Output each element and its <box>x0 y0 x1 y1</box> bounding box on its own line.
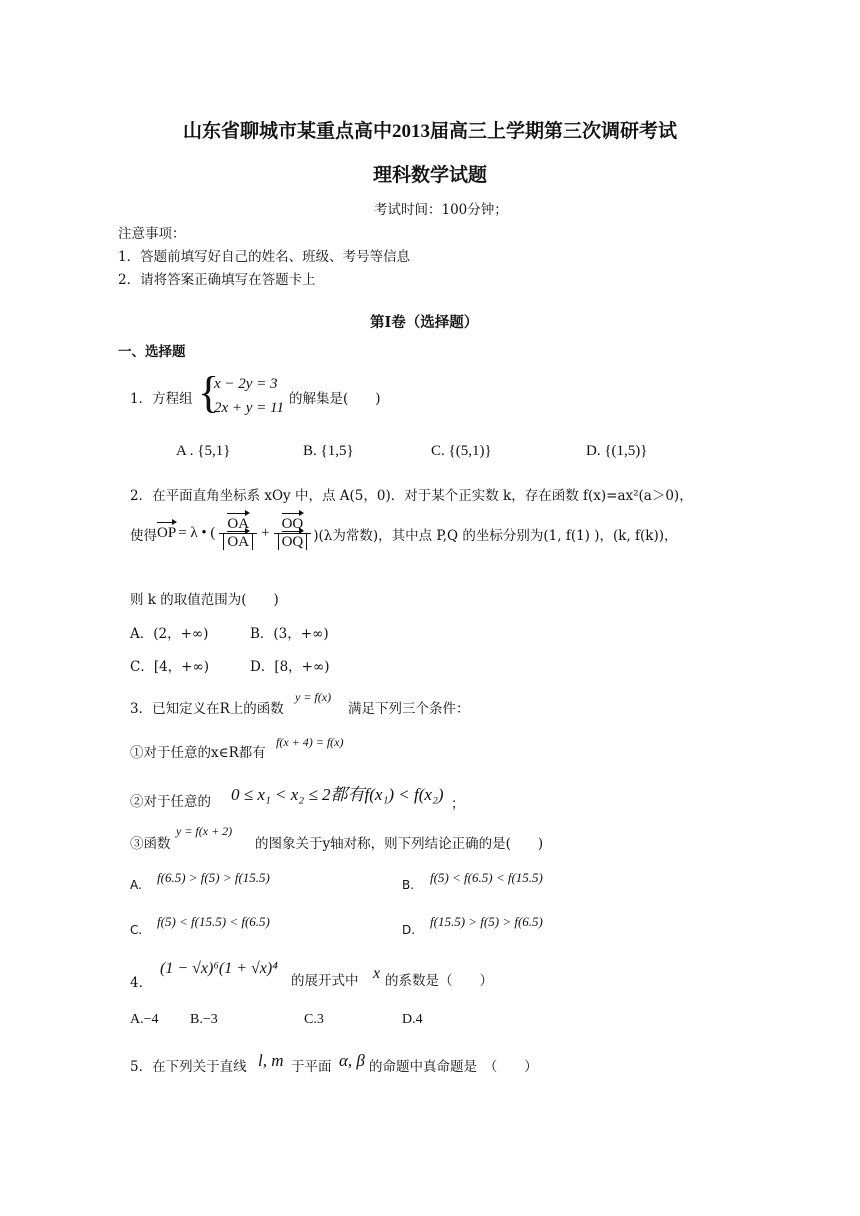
q3-option-c: f(5) < f(15.5) < f(6.5) <box>157 914 270 929</box>
q3-option-b-label: B. <box>402 878 415 892</box>
q3-condition-3-suffix: 的图象关于y轴对称，则下列结论正确的是( ) <box>255 836 544 852</box>
notice-heading: 注意事项： <box>118 226 186 242</box>
q4-option-a: A.−4 <box>130 1012 159 1027</box>
exam-time: 考试时间：100分钟； <box>374 202 508 218</box>
section-heading: 一、选择题 <box>118 344 186 360</box>
q1-option-a: A . {5,1} <box>176 443 231 459</box>
q4-option-d: D.4 <box>402 1012 423 1027</box>
exam-subtitle: 理科数学试题 <box>372 165 487 186</box>
q5-suffix: 的命题中真命题是 （ ） <box>369 1059 538 1075</box>
q5-lines: l, m <box>258 1051 284 1070</box>
q3-condition-1-formula: f(x + 4) = f(x) <box>276 735 344 749</box>
q1-option-b: B. {1,5} <box>303 443 354 459</box>
q1-equation-2: 2x + y = 11 <box>214 400 284 416</box>
q4-option-b: B.−3 <box>190 1012 218 1027</box>
q4-number: 4． <box>130 975 153 991</box>
q4-option-c: C.3 <box>304 1012 324 1027</box>
part1-title: 第I卷（选择题） <box>370 314 479 331</box>
exam-title: 山东省聊城市某重点高中2013届高三上学期第三次调研考试 <box>182 121 677 142</box>
q1-equation-1: x − 2y = 3 <box>214 376 278 392</box>
q2-option-b: B．(3，+∞) <box>250 626 329 642</box>
q2-eq-lambda: = λ • ( <box>178 525 216 541</box>
q2-vector-op: OP <box>157 525 177 541</box>
q2-option-c: C．[4，+∞) <box>130 659 210 675</box>
q3-condition-2-end: ； <box>451 796 465 812</box>
q3-suffix: 满足下列三个条件： <box>348 701 470 717</box>
q3-condition-2-text: ②对于任意的 <box>130 794 211 810</box>
q3-condition-3-text: ③函数 <box>130 836 171 852</box>
q2-option-a: A．(2，+∞) <box>130 626 209 642</box>
q2-fraction-oq <box>274 516 312 551</box>
q2-oq-numerator: OQ <box>281 516 304 532</box>
q3-prefix: 3．已知定义在R上的函数 <box>130 701 284 717</box>
q2-oa-denominator: OA <box>227 534 250 550</box>
q2-oq-denominator: OQ <box>281 534 304 550</box>
q1-option-d: D. {(1,5)} <box>586 443 648 459</box>
q2-oa-numerator: OA <box>227 516 250 532</box>
q3-option-b: f(5) < f(6.5) < f(15.5) <box>430 870 543 885</box>
q3-option-d-label: D. <box>402 923 416 937</box>
q4-suffix: 的系数是（ ） <box>385 973 493 989</box>
q2-vector-equation <box>130 516 678 551</box>
q4-expression: (1 − √x)⁶(1 + √x)⁴ <box>160 960 278 977</box>
q3-function: y = f(x) <box>295 690 332 704</box>
q2-option-d: D．[8，+∞) <box>250 659 330 675</box>
q3-option-d: f(15.5) > f(5) > f(6.5) <box>430 914 543 929</box>
q1-prefix: 1．方程组 <box>130 391 193 407</box>
q5-mid: 于平面 <box>291 1059 332 1075</box>
q5-prefix: 5．在下列关于直线 <box>130 1059 247 1075</box>
q2-line-3: 则 k 的取值范围为( ) <box>130 592 279 608</box>
q2-plus: + <box>261 525 270 541</box>
q1-option-c: C. {(5,1)} <box>431 443 492 459</box>
q1-brace: { <box>198 368 220 417</box>
q3-condition-1-text: ①对于任意的x∈R都有 <box>130 745 266 761</box>
q2-suffix: )(λ为常数)，其中点 P,Q 的坐标分别为(1, f(1) )，(k, f(k))， <box>313 527 678 544</box>
q3-condition-3-function: y = f(x + 2) <box>176 824 233 838</box>
q3-option-c-label: C. <box>130 923 143 937</box>
q2-prefix: 使得 <box>130 527 157 544</box>
q5-planes: α, β <box>339 1051 365 1070</box>
notice-item-2: 2．请将答案正确填写在答题卡上 <box>118 272 316 288</box>
q3-condition-2-formula: 0 ≤ x₁ < x₂ ≤ 2都有f(x₁) < f(x₂) <box>231 785 444 804</box>
q2-fraction-oa <box>219 516 257 551</box>
notice-item-1: 1．答题前填写好自己的姓名、班级、考号等信息 <box>118 249 411 265</box>
q4-variable: x <box>373 965 381 982</box>
q3-option-a-label: A. <box>130 878 142 892</box>
q3-option-a: f(6.5) > f(5) > f(15.5) <box>157 870 270 885</box>
q2-line-1: 2．在平面直角坐标系 xOy 中，点 A(5，0)．对于某个正实数 k，存在函数 f(x)=ax²(a＞0)， <box>130 488 693 504</box>
q1-suffix: 的解集是( ) <box>289 391 381 407</box>
q4-mid: 的展开式中 <box>291 973 359 989</box>
